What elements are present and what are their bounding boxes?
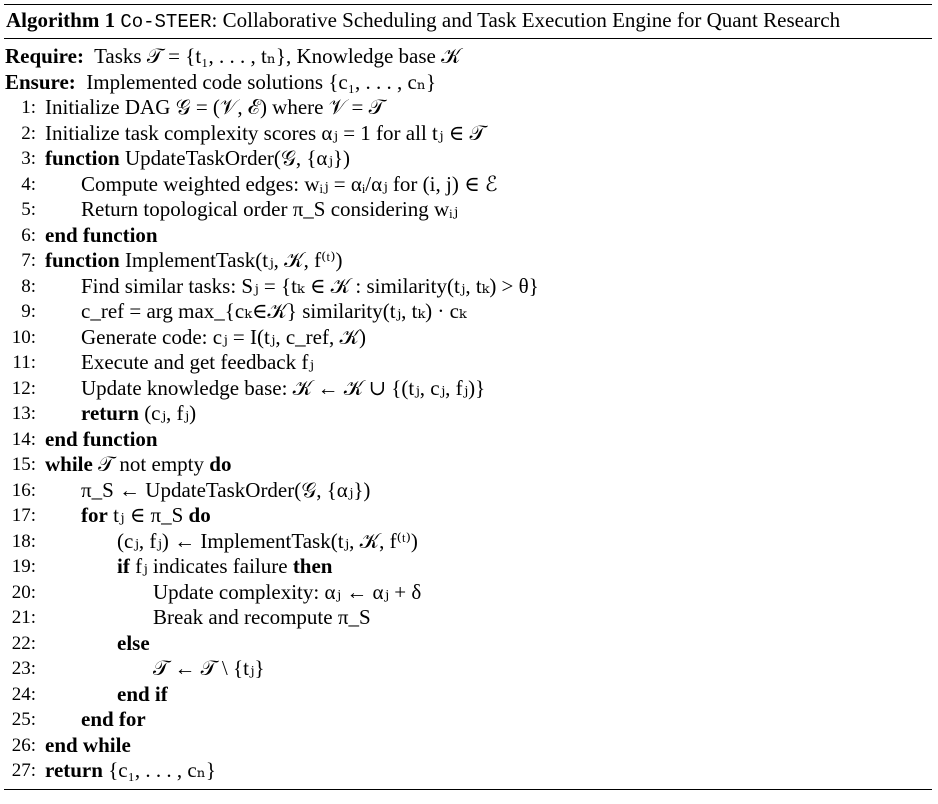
line-code bbox=[45, 248, 342, 274]
algorithm-line bbox=[4, 580, 932, 606]
line-number: 1: bbox=[21, 97, 36, 118]
algorithm-line bbox=[4, 682, 932, 708]
line-code bbox=[45, 427, 158, 453]
line-number: 26: bbox=[11, 734, 36, 756]
line-code bbox=[81, 172, 498, 198]
line-number: 22: bbox=[11, 632, 36, 654]
algorithm-line bbox=[4, 503, 932, 529]
line-number: 11: bbox=[12, 352, 36, 373]
line-text: Initialize DAG 𝒢 = (𝒱, ℰ) where 𝒱 = 𝒯 bbox=[45, 95, 385, 119]
line-code bbox=[81, 325, 366, 351]
line-text: fⱼ indicates failure bbox=[135, 554, 288, 578]
line-text: 𝒯 not empty bbox=[98, 452, 205, 476]
line-keyword: while bbox=[45, 452, 93, 476]
line-code bbox=[81, 478, 370, 504]
line-code bbox=[153, 580, 421, 606]
line-number: 20: bbox=[11, 581, 36, 603]
line-number: 9: bbox=[21, 301, 36, 322]
line-keyword: return bbox=[45, 758, 103, 782]
line-keyword: if bbox=[117, 554, 130, 578]
ensure-keyword: Ensure: bbox=[5, 69, 76, 94]
line-code bbox=[81, 274, 539, 300]
line-number: 13: bbox=[11, 403, 36, 424]
algorithm-line bbox=[4, 529, 932, 555]
algorithm-line bbox=[4, 146, 932, 172]
line-code bbox=[81, 299, 467, 325]
ensure-text: Implemented code solutions {c₁, . . . , cₙ} bbox=[86, 69, 437, 94]
algorithm-line bbox=[4, 656, 932, 682]
line-keyword: return bbox=[81, 401, 139, 425]
line-keyword: function bbox=[45, 146, 120, 170]
line-number: 18: bbox=[11, 530, 36, 552]
line-text: π_S ← UpdateTaskOrder(𝒢, {αⱼ}) bbox=[81, 477, 371, 502]
line-code bbox=[45, 223, 158, 249]
line-keyword-end: do bbox=[209, 452, 232, 476]
line-keyword-end: do bbox=[188, 503, 211, 527]
line-text: {c₁, . . . , cₙ} bbox=[108, 758, 216, 782]
line-number: 3: bbox=[21, 148, 36, 169]
ensure-line bbox=[4, 70, 932, 96]
line-number: 19: bbox=[11, 556, 36, 577]
algorithm-line bbox=[4, 325, 932, 351]
algorithm-line bbox=[4, 452, 932, 478]
line-number: 4: bbox=[21, 173, 36, 195]
line-number: 6: bbox=[21, 224, 36, 246]
algorithm-line bbox=[4, 248, 932, 274]
line-code bbox=[45, 758, 216, 784]
algorithm-line bbox=[4, 223, 932, 249]
line-code bbox=[153, 605, 371, 631]
line-number: 23: bbox=[11, 658, 36, 679]
algorithm-line bbox=[4, 299, 932, 325]
algorithm-lines bbox=[4, 95, 932, 784]
line-text: Initialize task complexity scores αⱼ = 1 for all tⱼ ∈ 𝒯 bbox=[45, 120, 486, 145]
require-keyword: Require: bbox=[5, 44, 84, 68]
algorithm-block bbox=[4, 4, 932, 790]
algorithm-name: Co-STEER bbox=[120, 11, 212, 33]
line-text: Break and recompute π_S bbox=[153, 605, 371, 629]
algorithm-line bbox=[4, 631, 932, 657]
algorithm-line bbox=[4, 172, 932, 198]
line-code bbox=[45, 121, 486, 147]
algorithm-title-text: : Collaborative Scheduling and Task Execution Engine for Quant Research bbox=[211, 8, 841, 32]
line-code bbox=[81, 707, 146, 733]
line-keyword: else bbox=[117, 630, 150, 655]
algorithm-title bbox=[4, 5, 932, 38]
line-code bbox=[117, 682, 168, 708]
line-text: Find similar tasks: Sⱼ = {tₖ ∈ 𝒦 : similarity(tⱼ, tₖ) > θ} bbox=[81, 273, 539, 298]
line-code bbox=[45, 95, 385, 121]
line-code bbox=[117, 529, 418, 555]
algorithm-line bbox=[4, 427, 932, 453]
line-text: tⱼ ∈ π_S bbox=[113, 503, 184, 527]
line-number: 8: bbox=[21, 275, 36, 297]
line-code bbox=[153, 656, 265, 682]
line-keyword: end function bbox=[45, 222, 158, 247]
line-keyword: end while bbox=[45, 732, 131, 757]
line-text: Return topological order π_S considering wᵢⱼ bbox=[81, 197, 459, 221]
line-text: Update knowledge base: 𝒦 ← 𝒦 ∪ {(tⱼ, cⱼ, fⱼ)} bbox=[81, 375, 486, 400]
line-number: 10: bbox=[11, 326, 36, 348]
algorithm-line bbox=[4, 605, 932, 631]
algorithm-label: Algorithm 1 bbox=[6, 8, 116, 32]
line-code bbox=[117, 631, 150, 657]
algorithm-line bbox=[4, 401, 932, 427]
line-number: 14: bbox=[11, 428, 36, 450]
algorithm-line bbox=[4, 95, 932, 121]
algorithm-line bbox=[4, 758, 932, 784]
line-number: 24: bbox=[11, 683, 36, 705]
algorithm-line bbox=[4, 274, 932, 300]
line-code bbox=[81, 350, 314, 376]
line-number: 27: bbox=[11, 760, 36, 781]
require-text: Tasks 𝒯 = {t₁, . . . , tₙ}, Knowledge base 𝒦 bbox=[94, 44, 461, 68]
line-text: c_ref = arg max_{cₖ∈𝒦} similarity(tⱼ, tₖ) · cₖ bbox=[81, 299, 467, 323]
line-number: 21: bbox=[11, 607, 36, 628]
line-keyword: for bbox=[81, 503, 108, 527]
line-text: Compute weighted edges: wᵢⱼ = αᵢ/αⱼ for (i, j) ∈ ℰ bbox=[81, 171, 498, 196]
line-number: 16: bbox=[11, 479, 36, 501]
algorithm-line bbox=[4, 376, 932, 402]
algorithm-line bbox=[4, 554, 932, 580]
line-text: ImplementTask(tⱼ, 𝒦, f⁽ᵗ⁾) bbox=[124, 248, 343, 272]
line-code bbox=[81, 503, 211, 529]
line-code bbox=[81, 376, 485, 402]
line-text: (cⱼ, fⱼ) bbox=[144, 401, 197, 425]
algorithm-line bbox=[4, 733, 932, 759]
line-code bbox=[81, 197, 458, 223]
line-text: Update complexity: αⱼ ← αⱼ + δ bbox=[153, 579, 422, 604]
algorithm-body bbox=[4, 39, 932, 787]
line-number: 12: bbox=[11, 377, 36, 399]
algorithm-line bbox=[4, 197, 932, 223]
line-number: 5: bbox=[21, 199, 36, 220]
line-keyword: end function bbox=[45, 426, 158, 451]
line-number: 2: bbox=[21, 122, 36, 144]
line-keyword-end: then bbox=[292, 554, 333, 578]
algorithm-line bbox=[4, 121, 932, 147]
line-keyword: end if bbox=[117, 681, 168, 706]
line-text: UpdateTaskOrder(𝒢, {αⱼ}) bbox=[124, 146, 351, 170]
line-code bbox=[117, 554, 333, 580]
line-code bbox=[45, 452, 231, 478]
line-keyword: function bbox=[45, 248, 120, 272]
line-text: Execute and get feedback fⱼ bbox=[81, 350, 314, 374]
line-number: 17: bbox=[11, 505, 36, 526]
bottom-rule bbox=[4, 789, 932, 790]
line-code bbox=[81, 401, 196, 427]
line-code bbox=[45, 146, 350, 172]
line-number: 15: bbox=[11, 454, 36, 475]
line-text: (cⱼ, fⱼ) ← ImplementTask(tⱼ, 𝒦, f⁽ᵗ⁾) bbox=[117, 528, 418, 553]
algorithm-line bbox=[4, 350, 932, 376]
line-code bbox=[45, 733, 131, 759]
line-keyword: end for bbox=[81, 707, 146, 731]
line-number: 25: bbox=[11, 709, 36, 730]
require-line bbox=[4, 44, 932, 70]
line-text: 𝒯 ← 𝒯 \ {tⱼ} bbox=[153, 656, 265, 680]
line-text: Generate code: cⱼ = I(tⱼ, c_ref, 𝒦) bbox=[81, 324, 366, 349]
algorithm-line bbox=[4, 478, 932, 504]
line-number: 7: bbox=[21, 250, 36, 271]
algorithm-line bbox=[4, 707, 932, 733]
